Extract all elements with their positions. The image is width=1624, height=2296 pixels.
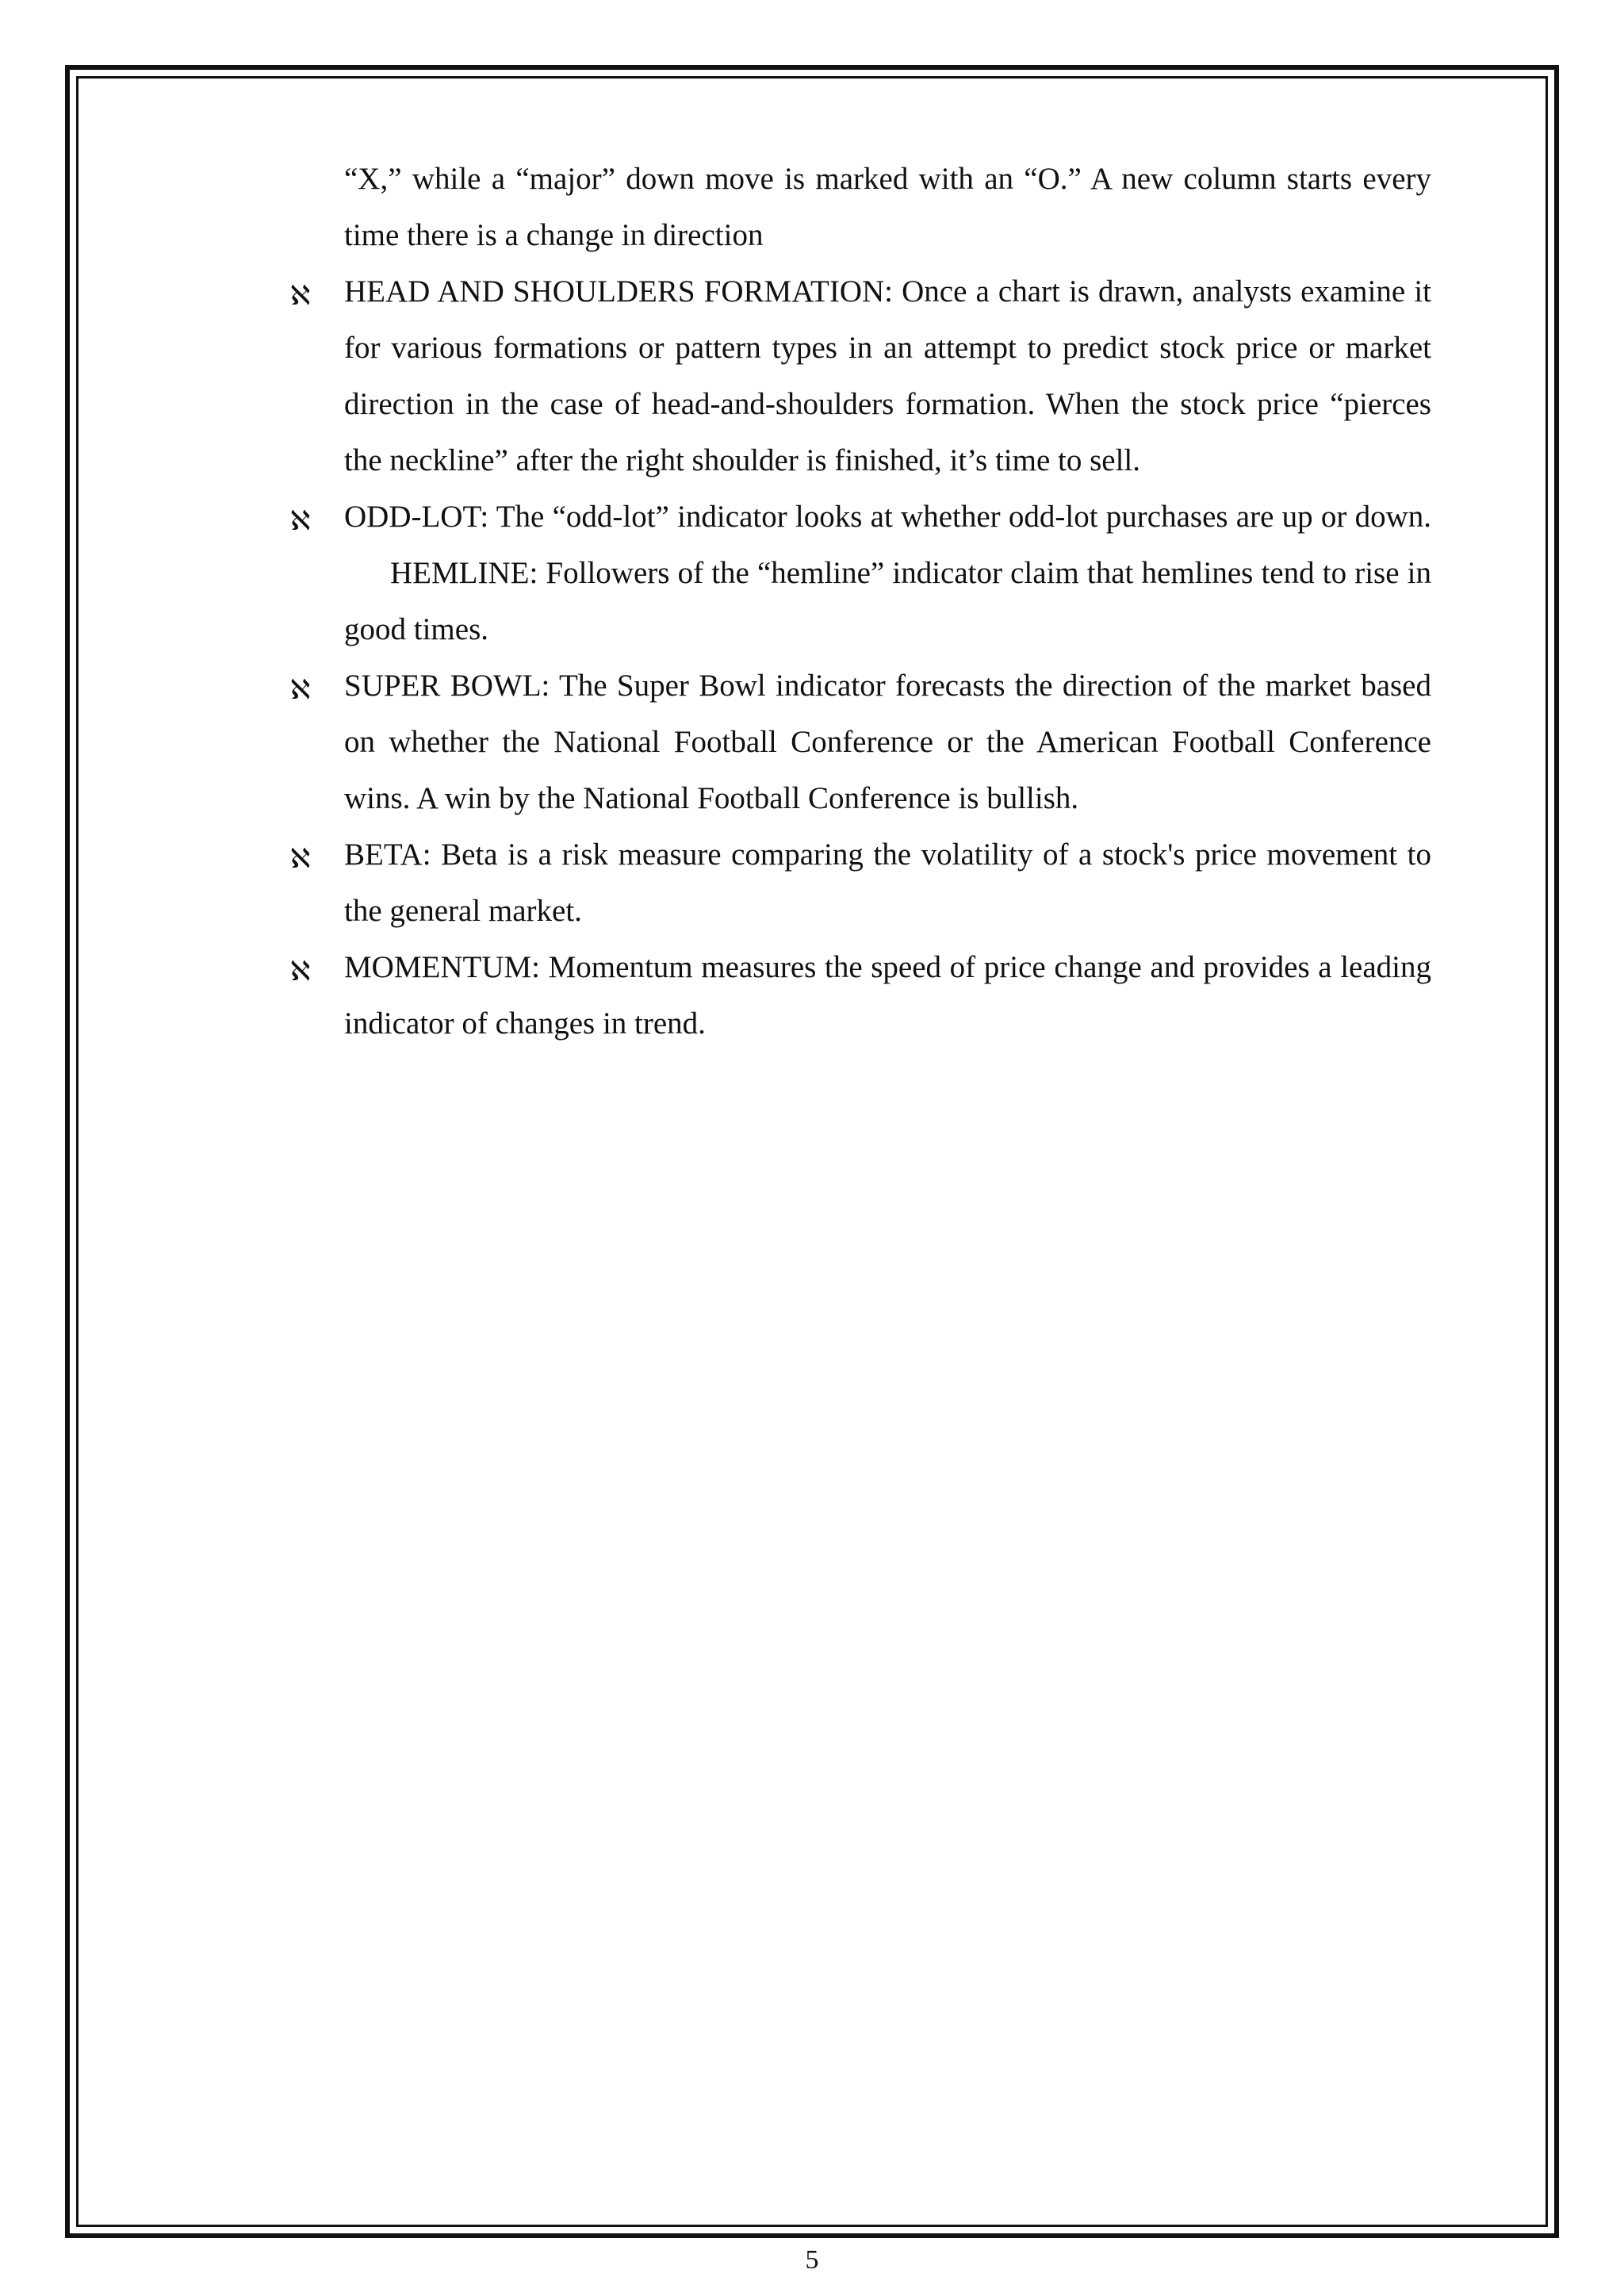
bullet-text: BETA: Beta is a risk measure comparing the volatility of a stock's price movement to the general market. — [344, 838, 1431, 928]
aleph-bullet-icon: ℵ — [290, 843, 311, 875]
aleph-bullet-icon: ℵ — [290, 280, 311, 312]
bullet-text: HEAD AND SHOULDERS FORMATION: Once a chart is drawn, analysts examine it for various formations or pattern types in an attempt to predict stock price or market direction in the case of head-and-shoulders formation. When the stock price “pierces the neckline” after the right shoulder is finished, it’s time to sell. — [344, 274, 1431, 477]
bullet-text: SUPER BOWL: The Super Bowl indicator forecasts the direction of the market based on whether the National Football Conference or the American Football Conference wins. A win by the National Football Conference is bullish. — [344, 669, 1431, 815]
aleph-bullet-icon: ℵ — [290, 956, 311, 987]
aleph-bullet-icon: ℵ — [290, 674, 311, 706]
bullet-momentum — [290, 939, 1431, 1052]
bullet-odd-lot — [290, 489, 1431, 657]
document-body — [290, 151, 1431, 1052]
bullet-text: MOMENTUM: Momentum measures the speed of price change and provides a leading indicator of changes in trend. — [344, 950, 1431, 1041]
bullet-text-hemline: HEMLINE: Followers of the “hemline” indicator claim that hemlines tend to rise in good times. — [344, 556, 1431, 646]
page-number: 5 — [805, 2245, 819, 2275]
bullet-super-bowl — [290, 657, 1431, 826]
intro-paragraph: “X,” while a “major” down move is marked with an “O.” A new column starts every time there is a change in direction — [344, 162, 1431, 252]
bullet-beta — [290, 826, 1431, 939]
bullet-text: ODD-LOT: The “odd-lot” indicator looks at whether odd-lot purchases are up or down. — [344, 500, 1431, 534]
bullet-head-and-shoulders — [290, 263, 1431, 489]
aleph-bullet-icon: ℵ — [290, 505, 311, 537]
